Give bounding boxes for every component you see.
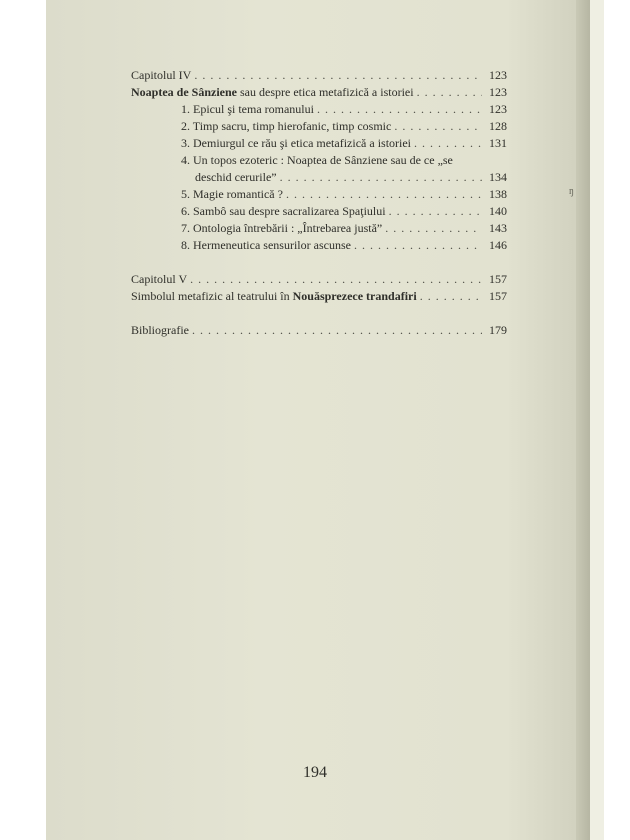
toc-entry-label: 7. Ontologia întrebării : „Întrebarea justă” [181,221,383,235]
toc-row-chapter-5 [131,272,507,289]
toc-spacer [131,255,507,272]
toc-entry-label: Capitolul IV [131,68,192,82]
toc-row-bibliography [131,323,507,340]
toc-leader-dots [420,289,482,304]
toc-leader-dots [385,221,482,236]
toc-row-chapter-4-title [131,85,507,102]
toc-entry-label: 8. Hermeneutica sensurilor ascunse [181,238,351,252]
toc-subitem [131,102,507,119]
toc-subitem [131,187,507,204]
toc-leader-dots [190,272,482,287]
toc-entry-label: 4. Un topos ezoteric : Noaptea de Sânziene sau de ce „se [181,153,453,167]
toc-page-number: 128 [489,119,507,133]
toc-page-number: 123 [489,68,507,82]
page-gutter [576,0,590,840]
toc-title-bold: Noaptea de Sânziene [131,85,237,99]
toc-leader-dots [389,204,482,219]
toc-entry-label: 1. Epicul şi tema romanului [181,102,314,116]
toc-leader-dots [417,85,482,100]
toc-title-rest: sau despre etica metafizică a istoriei [237,85,414,99]
toc-page-number: 157 [489,272,507,286]
toc-leader-dots [317,102,482,117]
toc-subitem-continuation [131,170,507,187]
toc-leader-dots [394,119,482,134]
margin-mark: ŋ [569,186,574,197]
toc-page-number: 123 [489,85,507,99]
toc-leader-dots [286,187,482,202]
toc-page-number: 146 [489,238,507,252]
toc-page-number: 131 [489,136,507,150]
toc-leader-dots [414,136,482,151]
table-of-contents [131,68,507,340]
toc-subitem [131,119,507,136]
toc-page-number: 123 [489,102,507,116]
toc-entry-label [131,85,414,100]
toc-entry-label: Capitolul V [131,272,188,286]
toc-page-number: 157 [489,289,507,303]
toc-subitem [131,136,507,153]
toc-subitem [131,153,507,170]
toc-entry-label: 5. Magie romantică ? [181,187,283,201]
toc-page-number: 138 [489,187,507,201]
page-number: 194 [303,764,327,781]
toc-entry-label: 2. Timp sacru, timp hierofanic, timp cosmic [181,119,392,133]
toc-entry-label: 3. Demiurgul ce rău şi etica metafizică a istoriei [181,136,412,150]
toc-row-chapter-5-title [131,289,507,306]
toc-title-rest: Simbolul metafizic al teatrului în [131,289,293,303]
toc-entry-label: deschid cerurile” [195,170,277,184]
toc-title-bold: Nouăsprezece trandafiri [292,289,417,303]
toc-leader-dots [192,323,482,338]
toc-subitem [131,221,507,238]
toc-entry-label [131,289,417,304]
background-edge [590,0,604,840]
toc-page-number: 134 [489,170,507,184]
toc-subitem [131,204,507,221]
toc-subitem [131,238,507,255]
toc-spacer [131,306,507,323]
toc-leader-dots [354,238,482,253]
toc-leader-dots [194,68,482,83]
toc-page-number: 179 [489,323,507,337]
toc-page-number: 143 [489,221,507,235]
toc-leader-dots [280,170,482,185]
toc-entry-label: 6. Sambô sau despre sacralizarea Spaţiului [181,204,386,218]
toc-page-number: 140 [489,204,507,218]
toc-row-chapter-4 [131,68,507,85]
toc-entry-label: Bibliografie [131,323,189,337]
